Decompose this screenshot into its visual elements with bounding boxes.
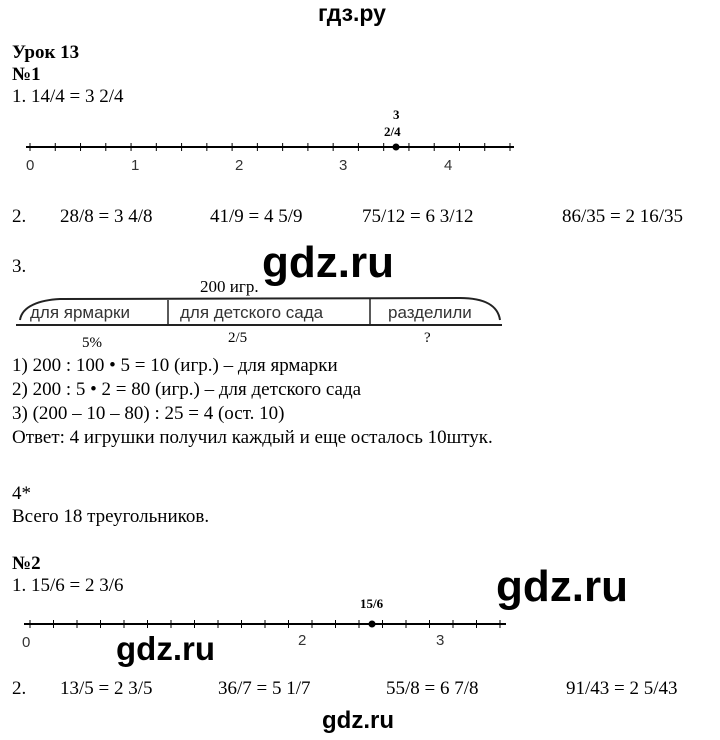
site-header: гдз.ру [318,0,386,26]
line1-point-top: 3 [393,107,400,122]
diagram-total: 200 игр. [200,277,259,296]
ex2-item2-a: 13/5 = 2 3/5 [60,678,153,699]
ex1-item2-number: 2. [12,206,27,227]
watermark-1: gdz.ru [262,238,394,287]
line1-tick-label-0: 0 [26,157,35,174]
number-line-2-point [369,621,376,628]
watermark-2: gdz.ru [496,562,628,611]
line2-point-label: 15/6 [360,596,384,611]
ex1-item1: 1. 14/4 = 3 2/4 [12,86,124,107]
line2-tick-label-3: 3 [436,632,445,649]
diagram-below-2: 2/5 [228,330,248,346]
exercise-2-number: №2 [12,553,41,574]
lesson-title: Урок 13 [12,42,80,63]
diagram-below-3: ? [424,330,431,346]
ex1-item4-number: 4* [12,483,31,504]
solution-line-2: 2) 200 : 5 • 2 = 80 (игр.) – для детского сада [12,379,362,400]
line1-tick-label-2: 2 [235,157,244,174]
ex1-item3-number: 3. [12,256,27,277]
ex2-item2-c: 55/8 = 6 7/8 [386,678,479,699]
line2-tick-label-0: 0 [22,634,31,651]
solution-line-1: 1) 200 : 100 • 5 = 10 (игр.) – для ярмарки [12,355,338,376]
diagram-segment-3: разделили [388,303,472,322]
ex1-item2-b: 41/9 = 4 5/9 [210,206,303,227]
ex2-item2-b: 36/7 = 5 1/7 [218,678,311,699]
solution-line-3: 3) (200 – 10 – 80) : 25 = 4 (ост. 10) [12,403,285,424]
diagram-below-1: 5% [82,335,102,351]
line1-point-bottom: 2/4 [384,124,401,139]
line2-tick-label-2: 2 [298,632,307,649]
answer-line: Ответ: 4 игрушки получил каждый и еще осталось 10штук. [12,427,493,448]
ex2-item2-d: 91/43 = 2 5/43 [566,678,678,699]
line1-tick-label-3: 3 [339,157,348,174]
ex2-item1: 1. 15/6 = 2 3/6 [12,575,124,596]
ex1-item2-c: 75/12 = 6 3/12 [362,206,474,227]
ex2-item2-number: 2. [12,678,27,699]
ex1-item2-d: 86/35 = 2 16/35 [562,206,684,227]
exercise-1-number: №1 [12,64,41,85]
diagram-segment-2: для детского сада [180,303,324,322]
diagram-segment-1: для ярмарки [30,303,130,322]
line1-tick-label-4: 4 [444,157,453,174]
line1-tick-label-1: 1 [131,157,140,174]
watermark-3: gdz.ru [116,630,215,667]
ex1-item4: Всего 18 треугольников. [12,506,210,527]
watermark-4: gdz.ru [322,707,394,734]
ex1-item2-a: 28/8 = 3 4/8 [60,206,153,227]
